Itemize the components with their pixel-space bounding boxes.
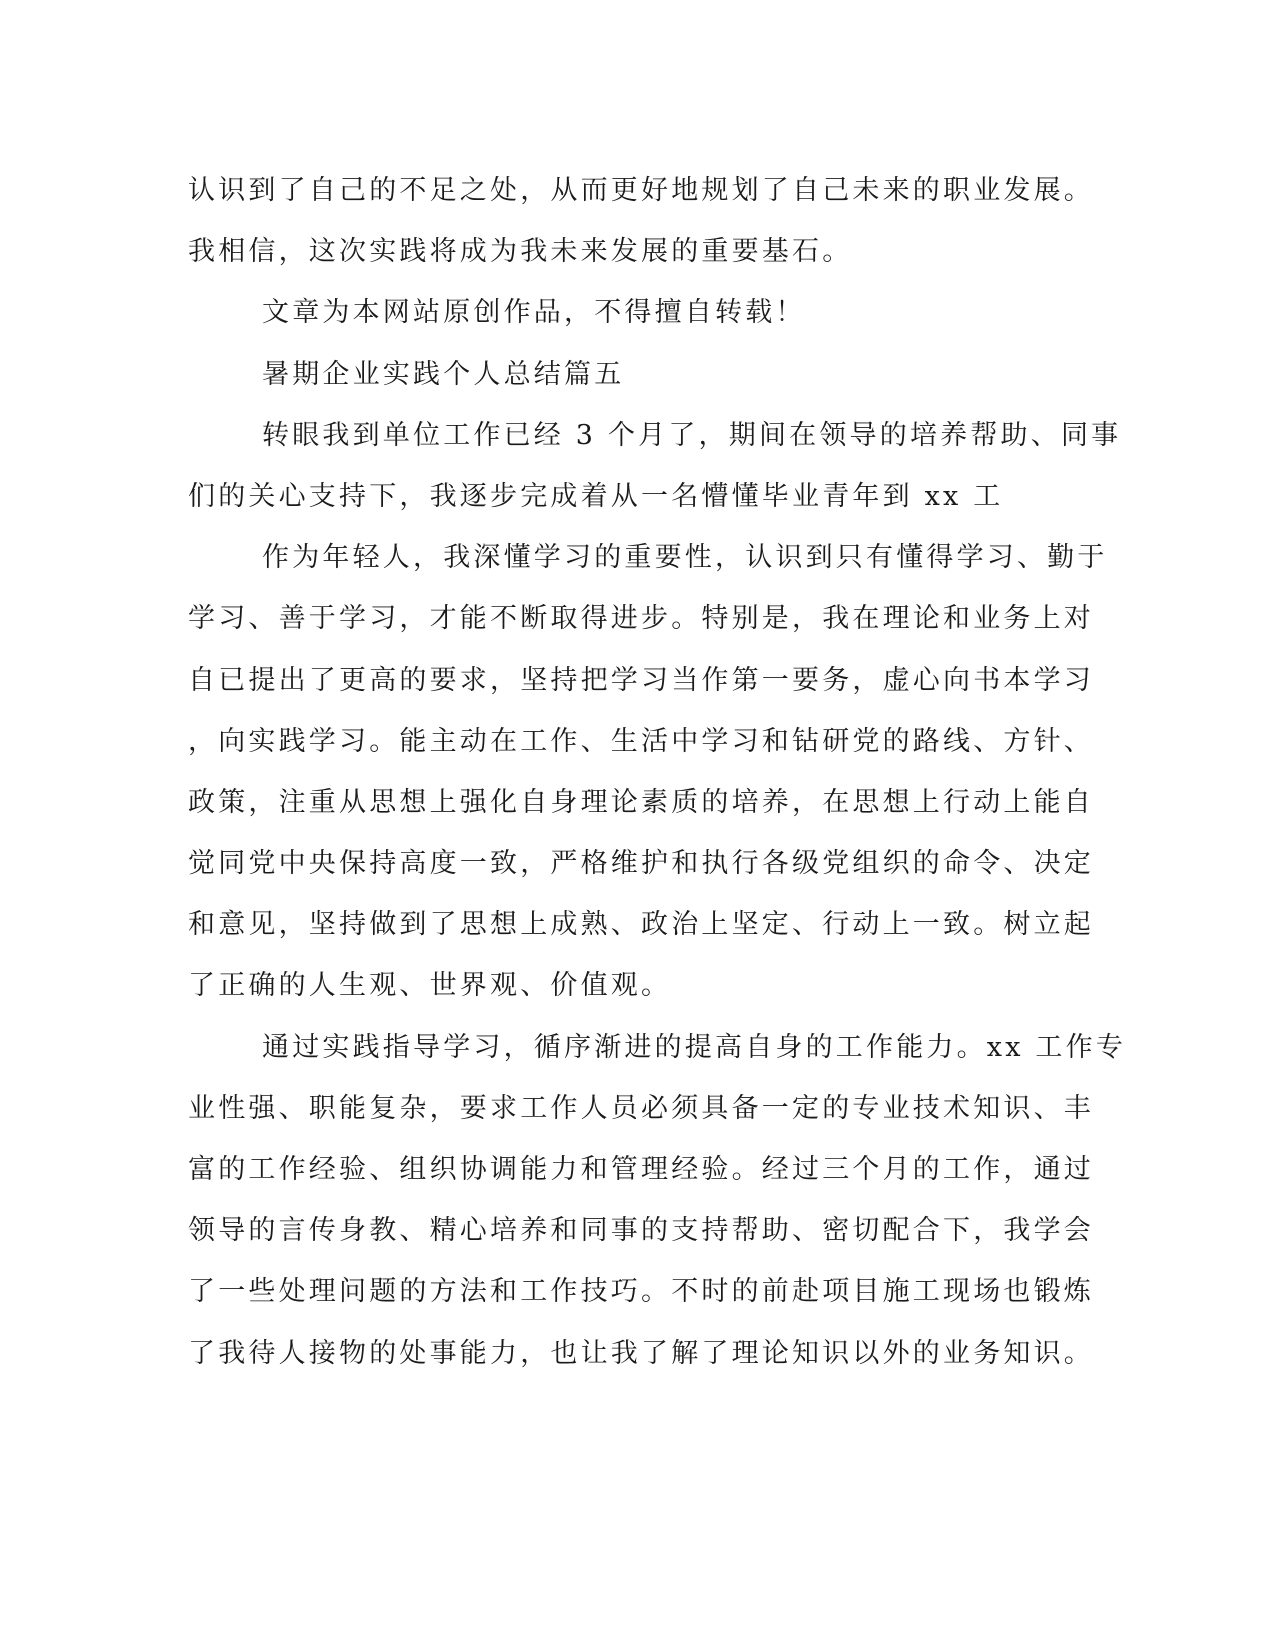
text-line: 们的关心支持下，我逐步完成着从一名懵懂毕业青年到 xx 工 [188,480,1004,512]
text-line: 了我待人接物的处事能力，也让我了解了理论知识以外的业务知识。 [188,1337,1094,1369]
text-line: 领导的言传身教、精心培养和同事的支持帮助、密切配合下，我学会 [188,1215,1094,1247]
text-line: 和意见，坚持做到了思想上成熟、政治上坚定、行动上一致。树立起 [188,909,1094,941]
document-body [188,160,1127,1384]
text-line: 了正确的人生观、世界观、价值观。 [188,970,672,1002]
text-line: 作为年轻人，我深懂学习的重要性，认识到只有懂得学习、勤于 [262,542,1108,574]
text-line: 通过实践指导学习，循序渐进的提高自身的工作能力。xx 工作专 [262,1031,1127,1063]
text-line: 觉同党中央保持高度一致，严格维护和执行各级党组织的命令、决定 [188,848,1094,880]
text-line: 我相信，这次实践将成为我未来发展的重要基石。 [188,236,853,268]
text-line: 暑期企业实践个人总结篇五 [262,358,625,390]
text-line: 转眼我到单位工作已经 3 个月了，期间在领导的培养帮助、同事 [262,419,1122,451]
text-line: 学习、善于学习，才能不断取得进步。特别是，我在理论和业务上对 [188,603,1094,635]
text-line: 富的工作经验、组织协调能力和管理经验。经过三个月的工作，通过 [188,1154,1094,1185]
text-line: 自已提出了更高的要求，坚持把学习当作第一要务，虚心向书本学习 [188,664,1094,696]
text-line: ，向实践学习。能主动在工作、生活中学习和钻研党的路线、方针、 [188,725,1094,757]
text-line: 政策，注重从思想上强化自身理论素质的培养，在思想上行动上能自 [188,786,1094,818]
text-line: 业性强、职能复杂，要求工作人员必须具备一定的专业技术知识、丰 [188,1092,1094,1124]
text-line: 文章为本网站原创作品，不得擅自转载！ [262,297,806,329]
text-line: 了一些处理问题的方法和工作技巧。不时的前赴项目施工现场也锻炼 [188,1276,1094,1308]
text-line: 认识到了自己的不足之处，从而更好地规划了自己未来的职业发展。 [188,175,1094,206]
